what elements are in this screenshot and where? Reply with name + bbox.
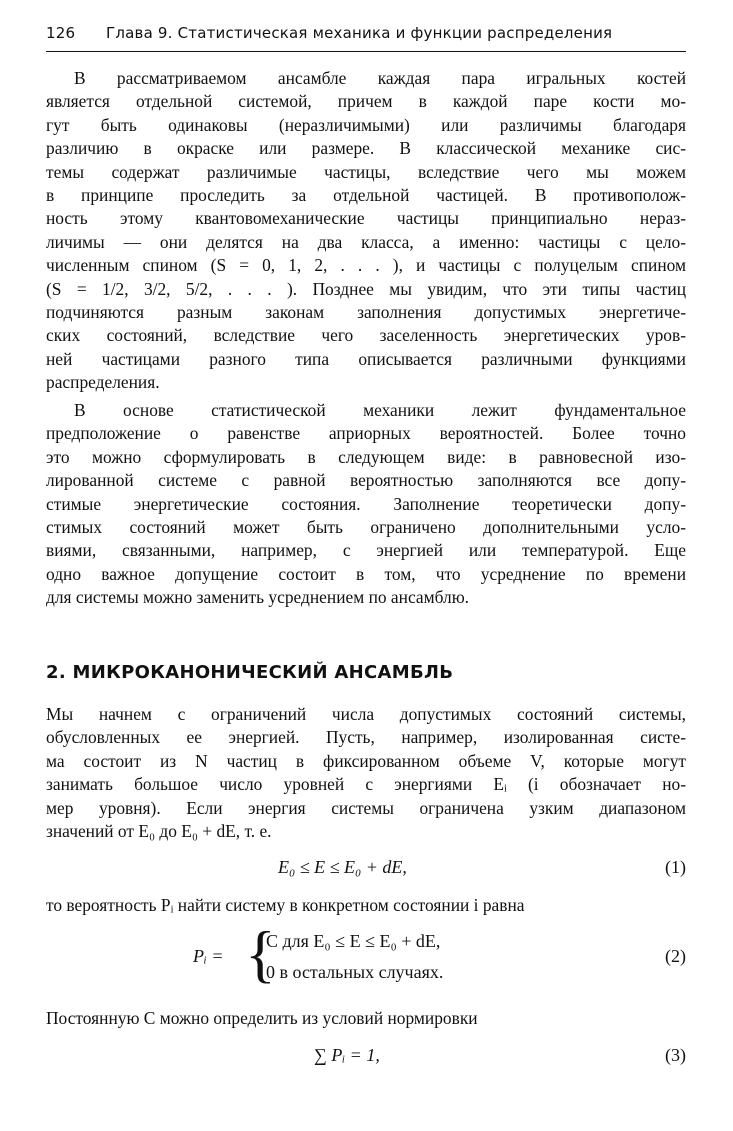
text-line: ских состояний, вследствие чего заселенность энергетических уров- [46, 325, 686, 346]
header-rule [46, 51, 686, 52]
chapter-title: Глава 9. Статистическая механика и функции распределения [106, 24, 613, 42]
equation-2-number: (2) [665, 946, 686, 966]
text-line: Постоянную C можно определить из условий нормировки [46, 1008, 478, 1028]
text-line: для системы можно заменить усреднением по ансамблю. [46, 587, 470, 608]
paragraph-normalization [46, 1007, 686, 1030]
text-line: виями, связанными, например, с энергией или температурой. Еще [46, 540, 686, 561]
equation-1-number: (1) [665, 857, 686, 877]
text-line: занимать большое число уровней с энергиями Eᵢ (i обозначает но- [46, 774, 686, 795]
text-line: ма состоит из N частиц в фиксированном объеме V, которые могут [46, 750, 686, 771]
text-line: стимые энергетические состояния. Заполнение теоретически допу- [46, 493, 686, 514]
text-line: лированной системе с равной вероятностью заполняются все допу- [46, 470, 686, 491]
equation-2-case-2: 0 в остальных случаях. [266, 962, 444, 982]
text-line: одно важное допущение состоит в том, что усреднение по времени [46, 563, 686, 584]
equation-1: E₀ ≤ E ≤ E₀ + dE, [278, 857, 407, 877]
text-line: значений от E₀ до E₀ + dE, т. е. [46, 820, 272, 841]
text-line: темы содержат различимые частицы, вследствие чего мы можем [46, 161, 686, 182]
equation-2-case-1: C для E₀ ≤ E ≤ E₀ + dE, [266, 931, 441, 951]
paragraph-postulate [46, 399, 686, 610]
paragraph-ensemble [46, 67, 686, 394]
text-line: стимых состояний может быть ограничено дополнительными усло- [46, 516, 686, 537]
paragraph-probability [46, 894, 686, 917]
equation-3: ∑ Pᵢ = 1, [314, 1045, 380, 1065]
section-heading: 2. МИКРОКАНОНИЧЕСКИЙ АНСАМБЛЬ [46, 662, 454, 683]
text-line: обусловленных ее энергией. Пусть, например, изолированная систе- [46, 727, 686, 748]
text-line: предположение о равенстве априорных вероятностей. Более точно [46, 423, 686, 444]
text-line: в принципе проследить за отдельной частицей. В противополож- [46, 184, 686, 205]
text-line: личимы — они делятся на два класса, а именно: частицы с цело- [46, 231, 686, 252]
text-line: это можно сформулировать в следующем виде: в равновесной изо- [46, 446, 686, 467]
text-line: В основе статистической механики лежит фундаментальное [74, 400, 686, 420]
page-number: 126 [46, 24, 76, 42]
text-line: В рассматриваемом ансамбле каждая пара игральных костей [74, 68, 686, 88]
text-line: различию в окраске или размере. В классической механике сис- [46, 138, 686, 159]
text-line: ность этому квантовомеханические частицы принципиально нераз- [46, 208, 686, 229]
text-line: ней частицами разного типа описывается различными функциями [46, 348, 686, 369]
text-line: мер уровня). Если энергия системы ограничена узким диапазоном [46, 797, 686, 818]
running-header [46, 24, 686, 48]
text-line: является отдельной системой, причем в каждой паре кости мо- [46, 91, 686, 112]
text-line: то вероятность Pᵢ найти систему в конкретном состоянии i равна [46, 895, 525, 915]
text-line: распределения. [46, 372, 160, 393]
text-line: подчиняются разным законам заполнения допустимых энергетиче- [46, 301, 686, 322]
text-line: гут быть одинаковы (неразличимыми) или различимы благодаря [46, 114, 686, 135]
equation-2-lhs: Pᵢ = [193, 946, 224, 966]
paragraph-microcanonical [46, 703, 686, 843]
text-line: численным спином (S = 0, 1, 2, . . . ), и частицы с полуцелым спином [46, 255, 686, 276]
text-line: (S = 1/2, 3/2, 5/2, . . . ). Позднее мы увидим, что эти типы частиц [46, 278, 686, 299]
equation-2-brace: { [245, 918, 276, 989]
equation-3-number: (3) [665, 1045, 686, 1065]
text-line: Мы начнем с ограничений числа допустимых состояний системы, [46, 704, 686, 724]
